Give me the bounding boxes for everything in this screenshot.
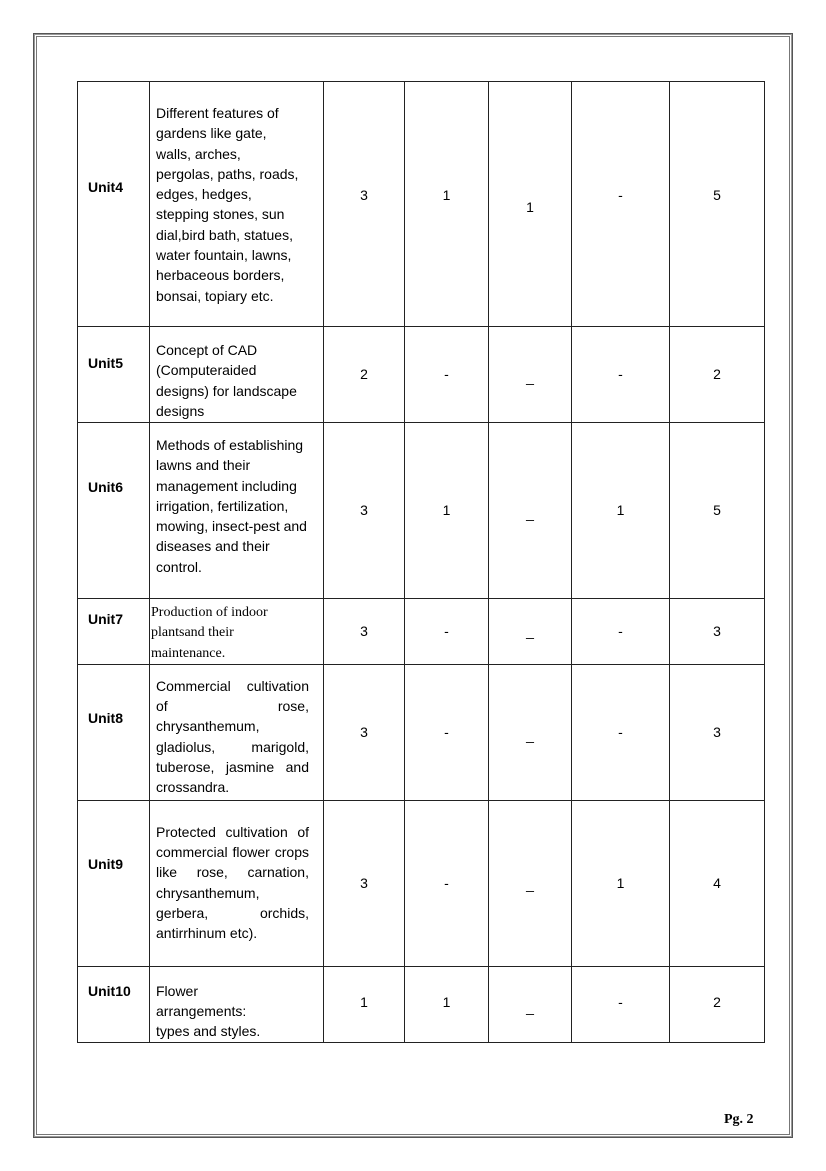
value-cell: - xyxy=(572,664,670,800)
topic-cell xyxy=(150,966,324,1042)
value-cell: 3 xyxy=(324,664,405,800)
unit-label: Unit5 xyxy=(88,355,123,371)
value-cell: 3 xyxy=(324,599,405,665)
topic-text: Protected cultivation of commercial flower crops like rose, carnation, chrysanthemum, gerbera, orchids, antirrhinum etc). xyxy=(156,823,309,942)
total-cell: 5 xyxy=(670,82,765,327)
unit-cell xyxy=(78,966,150,1042)
value-cell: 1 xyxy=(489,82,572,327)
unit-cell xyxy=(78,82,150,327)
topic-text: Production of indoor plantsand their maintenance. xyxy=(151,605,268,661)
topic-cell xyxy=(150,82,324,327)
total-cell: 4 xyxy=(670,800,765,966)
topic-text: Commercial cultivation of rose, chrysanthemum, gladiolus, marigold, tuberose, jasmine and crossandra. xyxy=(156,677,309,796)
value-cell: 3 xyxy=(324,82,405,327)
unit-label: Unit4 xyxy=(88,179,123,195)
unit-cell xyxy=(78,327,150,423)
table-row xyxy=(78,327,765,423)
value-cell: - xyxy=(405,800,489,966)
value-cell: 3 xyxy=(324,800,405,966)
value-cell: - xyxy=(572,327,670,423)
unit-cell xyxy=(78,664,150,800)
topic-cell xyxy=(150,664,324,800)
table-row xyxy=(78,800,765,966)
value-cell: 2 xyxy=(324,327,405,423)
topic-text: Methods of establishing lawns and their management including irrigation, fertilization, mowing, insect-pest and diseases and their control. xyxy=(156,437,307,575)
topic-text: Concept of CAD (Computeraided designs) for landscape designs xyxy=(156,342,297,419)
value-cell: _ xyxy=(489,599,572,665)
total-cell: 2 xyxy=(670,966,765,1042)
value-cell: _ xyxy=(489,423,572,599)
unit-label: Unit10 xyxy=(88,982,131,999)
value-cell: 3 xyxy=(324,423,405,599)
syllabus-table xyxy=(77,81,765,1043)
topic-cell xyxy=(150,423,324,599)
unit-cell xyxy=(78,599,150,665)
unit-cell xyxy=(78,800,150,966)
total-cell: 2 xyxy=(670,327,765,423)
value-cell: - xyxy=(405,599,489,665)
unit-label: Unit8 xyxy=(88,709,123,726)
value-cell: 1 xyxy=(405,966,489,1042)
value-cell: _ xyxy=(489,800,572,966)
value-cell: - xyxy=(405,327,489,423)
value-cell: - xyxy=(572,599,670,665)
value-cell: - xyxy=(572,966,670,1042)
topic-cell xyxy=(150,327,324,423)
value-cell: _ xyxy=(489,664,572,800)
unit-label: Unit6 xyxy=(88,479,123,495)
unit-label: Unit7 xyxy=(88,611,123,627)
total-cell: 3 xyxy=(670,664,765,800)
table-row xyxy=(78,966,765,1042)
table-row xyxy=(78,664,765,800)
value-cell: 1 xyxy=(324,966,405,1042)
page-number: Pg. 2 xyxy=(724,1112,754,1127)
unit-label: Unit9 xyxy=(88,855,123,872)
topic-text: Different features of gardens like gate, walls, arches, pergolas, paths, roads, edges, hedges, stepping stones, sun dial,bird bath, statues, water fountain, lawns, herbaceous borders, bonsai, topiary etc. xyxy=(156,105,299,304)
table-row xyxy=(78,423,765,599)
value-cell: - xyxy=(572,82,670,327)
value-cell: 1 xyxy=(572,800,670,966)
total-cell: 5 xyxy=(670,423,765,599)
topic-cell xyxy=(150,599,324,665)
table-row xyxy=(78,82,765,327)
value-cell: _ xyxy=(489,966,572,1042)
total-cell: 3 xyxy=(670,599,765,665)
value-cell: 1 xyxy=(572,423,670,599)
topic-text: Flower arrangements: types and styles. xyxy=(156,982,261,1040)
topic-cell xyxy=(150,800,324,966)
value-cell: 1 xyxy=(405,423,489,599)
value-cell: - xyxy=(405,664,489,800)
table-row xyxy=(78,599,765,665)
value-cell: _ xyxy=(489,327,572,423)
value-cell: 1 xyxy=(405,82,489,327)
unit-cell xyxy=(78,423,150,599)
